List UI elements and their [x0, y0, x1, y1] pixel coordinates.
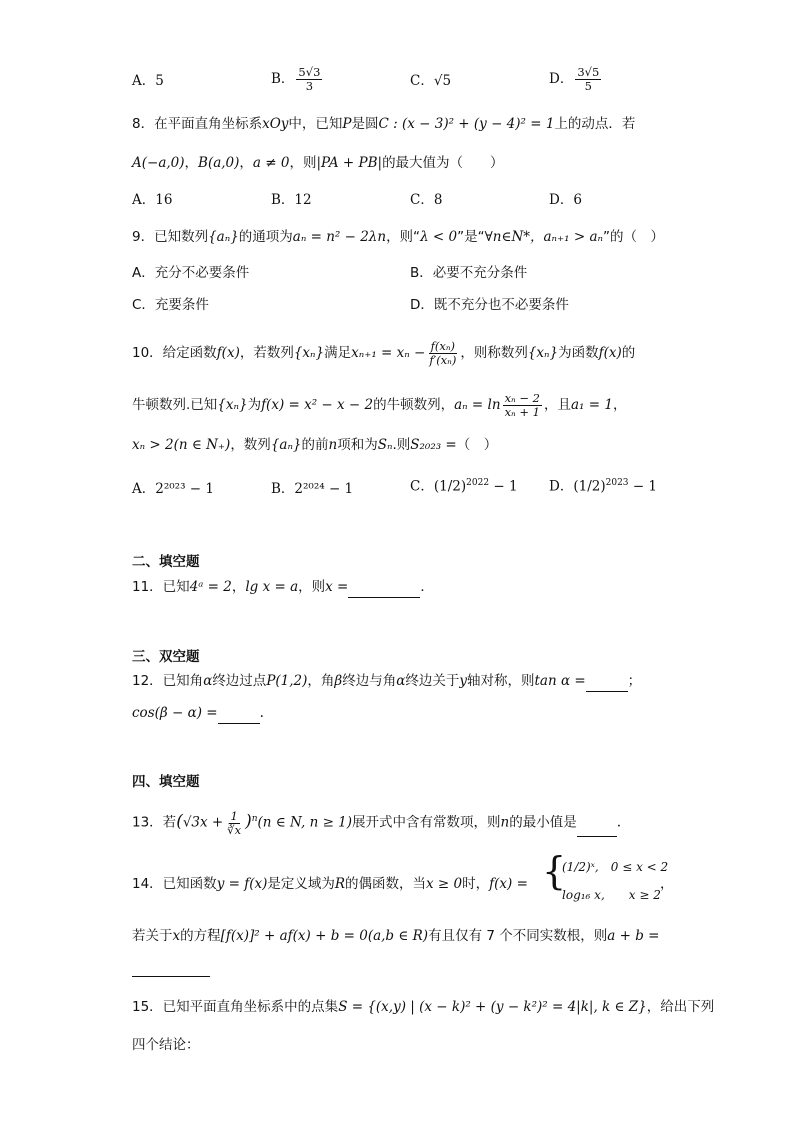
q8-option-a: A．16	[132, 192, 173, 208]
q11: 11．已知4ᵃ = 2，lg x = a，则x = ．	[132, 576, 434, 598]
q13-answer-blank[interactable]	[577, 822, 617, 837]
q8-line1: 8．在平面直角坐标系xOy中，已知P是圆C : (x − 3)² + (y − 4)² = 1上的动点．若	[132, 116, 636, 132]
q12-answer-blank-1[interactable]	[586, 677, 628, 692]
q9-option-a: A．充分不必要条件	[132, 265, 250, 281]
q10-option-c: C．$(1/2)^{2022} - 1$	[410, 478, 518, 495]
q13: 13．若(√3x + $\frac{1}{∛x}$ )$^n$(n ∈ N, n ≥ 1)展开式中含有常数项，则n的最小值是 .	[132, 808, 622, 837]
q10-option-b: B．2²⁰²⁴ − 1	[271, 481, 354, 497]
q8-option-b: B．12	[271, 192, 312, 208]
q15-line1: 15．已知平面直角坐标系中的点集S = {(x,y) | (x − k)² + (y − k²)² = 4|k|, k ∈ Z}，给出下列	[132, 999, 715, 1015]
section-4-heading: 四、填空题	[132, 774, 200, 790]
q11-answer-blank[interactable]	[348, 583, 420, 598]
q14-comma: ，	[660, 876, 674, 892]
q7-option-d: D． $\frac{3√5}{5}$	[549, 65, 600, 93]
q9-stem: 9．已知数列{aₙ}的通项为aₙ = n² − 2λn，则“λ < 0”是“∀n∈N*，aₙ₊₁ > aₙ”的（ ）	[132, 229, 664, 245]
q14-piece-1: (1/2)ˣ, 0 ≤ x < 2	[562, 860, 669, 874]
q7-option-a: A．5	[132, 73, 164, 89]
q8-line2: A(−a,0)，B(a,0)，a ≠ 0，则|PA + PB|的最大值为（ ）	[132, 155, 504, 171]
section-3-heading: 三、双空题	[132, 649, 200, 665]
q12-answer-blank-2[interactable]	[218, 709, 260, 724]
q14-line1: 14．已知函数y = f(x)是定义域为R的偶函数，当x ≥ 0时，f(x) =	[132, 876, 528, 892]
q14-line2: 若关于x的方程[f(x)]² + af(x) + b = 0(a,b ∈ R)有且仅有 7 个不同实数根，则a + b =	[132, 928, 660, 944]
q10-line3: xₙ > 2(n ∈ N₊)，数列{aₙ}的前n项和为Sₙ.则S₂₀₂₃ =（ ）	[132, 437, 498, 453]
q10-option-a: A．2²⁰²³ − 1	[132, 481, 214, 497]
q7-option-b: B． $\frac{5√3}{3}$	[271, 65, 321, 93]
q8-option-d: D．6	[549, 192, 582, 208]
q10-line1: 10．给定函数f(x)，若数列{xₙ}满足xₙ₊₁ = xₙ − $\frac{\text{f(xₙ)}}{\text{f′(xₙ)}}$ ，则称数列{xₙ}为函数f(x)的	[132, 339, 636, 367]
q14-piecewise: {	[542, 849, 567, 893]
q7-option-c: C．√5	[410, 73, 452, 89]
q14-answer-blank[interactable]	[132, 962, 210, 977]
q15-line2: 四个结论：	[132, 1037, 200, 1053]
section-2-heading: 二、填空题	[132, 554, 200, 570]
q9-option-d: D．既不充分也不必要条件	[410, 297, 569, 313]
q14-piece-2: log₁₆ x, x ≥ 2	[562, 888, 661, 902]
q10-option-d: D．$(1/2)^{2023} - 1$	[549, 478, 658, 495]
q9-option-c: C．充要条件	[132, 297, 209, 313]
q9-option-b: B．必要不充分条件	[410, 265, 528, 281]
q10-line2: 牛顿数列.已知{xₙ}为f(x) = x² − x − 2的牛顿数列，aₙ = ln $\frac{\text{xₙ − 2}}{\text{xₙ + 1}}$ ，且a₁ = 1，	[132, 391, 627, 419]
q12-line1: 12．已知角α终边过点P(1,2)，角β终边与角α终边关于y轴对称，则tan α = ；	[132, 670, 641, 692]
q8-option-c: C．8	[410, 192, 443, 208]
q12-line2: cos(β − α) = .	[132, 702, 264, 724]
